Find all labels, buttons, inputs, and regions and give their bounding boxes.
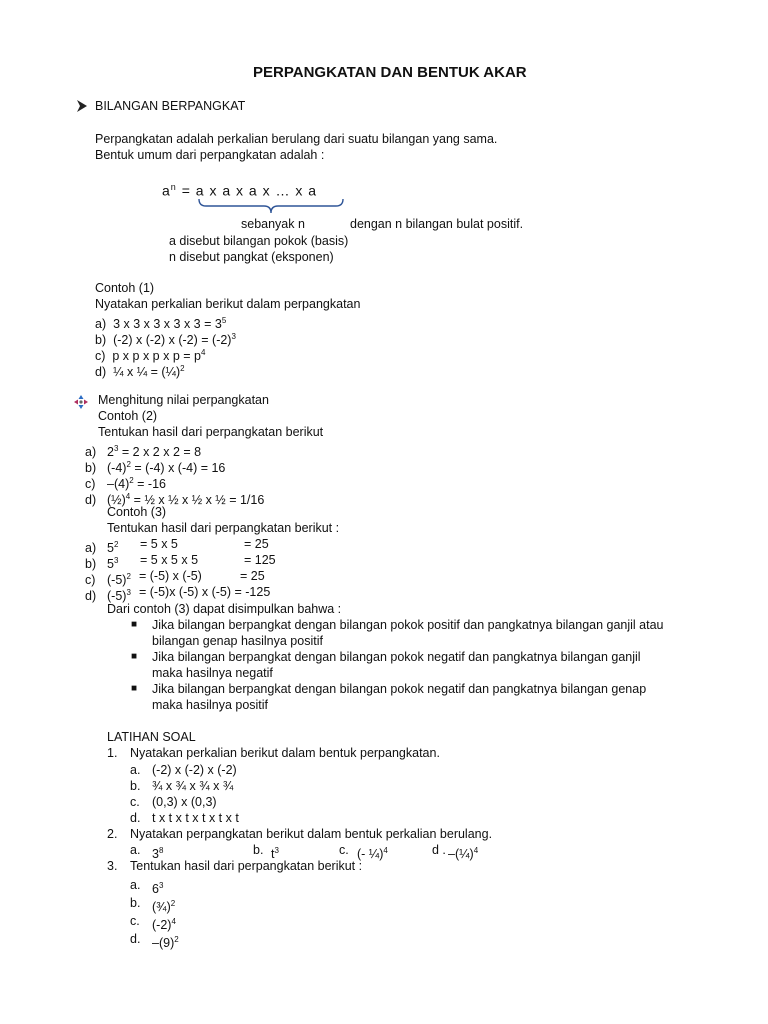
sub-sup: 4 [473,846,479,855]
exercise-heading: LATIHAN SOAL [107,730,196,744]
sub-label: b. [253,843,264,857]
sub-sup: 3 [274,846,279,855]
sub-base: t [271,847,275,862]
item-sup: 4 [125,492,131,501]
sub-sup: 8 [158,846,164,855]
item-text: p x p x p x p = p [112,349,201,364]
item-label: a) [85,445,97,460]
item-sup: 4 [200,348,206,357]
item-base: –(4) [107,477,130,492]
sub-base: 3 [152,847,159,862]
item-label: c) [85,477,96,492]
sub-sup: 4 [171,917,176,926]
definition-a: a disebut bilangan pokok (basis) [169,234,349,248]
item-label: d) [95,365,107,380]
item-label: b) [95,333,107,348]
sub-sup: 4 [383,846,388,855]
brace-note: dengan n bilangan bulat positif. [350,217,524,231]
sub-label: b. [130,779,141,793]
section-heading: Menghitung nilai perpangkatan [98,393,269,407]
item-sup: 5 [221,316,227,325]
question-number: 3. [107,859,118,873]
bullet-line: Jika bilangan berpangkat dengan bilangan pokok positif dan pangkatnya bilangan ganjil atau [152,618,664,632]
sub-text [152,878,163,897]
list-item [95,361,185,380]
intro-text: Bentuk umum dari perpangkatan adalah : [95,148,325,162]
item-text: 3 x 3 x 3 x 3 x 3 = 3 [113,317,222,332]
formula-base: a [162,182,171,199]
item-label: a) [95,317,107,332]
item-sup: 2 [113,540,119,549]
sub-base: (¾) [152,900,171,915]
item-label: b) [85,461,97,476]
item-expansion: = 5 x 5 x 5 [140,553,199,567]
question-text: Nyatakan perpangkatan berikut dalam bentuk perkalian berulang. [130,827,493,841]
sub-text [152,932,179,951]
sub-base: –(¼) [448,847,474,862]
item-text: = (-4) x (-4) = 16 [130,461,226,476]
item-result: = 25 [240,569,265,583]
page-title: PERPANGKATAN DAN BENTUK AKAR [253,64,527,81]
sub-text: t x t x t x t x t x t [152,811,239,825]
intro-text: Perpangkatan adalah perkalian berulang dari suatu bilangan yang sama. [95,132,498,146]
square-bullet-icon: ■ [131,619,138,630]
question-text: Nyatakan perkalian berikut dalam bentuk perpangkatan. [130,746,440,760]
sub-label: c. [130,914,140,928]
item-sup: 3 [231,332,236,341]
sub-base: (-2) [152,918,172,933]
bullet-line: bilangan genap hasilnya positif [152,634,323,648]
bullet-line: Jika bilangan berpangkat dengan bilangan pokok negatif dan pangkatnya bilangan ganjil [152,650,641,664]
item-sup: 2 [126,460,131,469]
sub-label: a. [130,763,141,777]
item-result: = 25 [244,537,269,551]
sub-text: (-2) x (-2) x (-2) [152,763,237,777]
item-expansion: = (-5)x (-5) x (-5) = -125 [139,585,271,599]
formula-exponent: n [170,182,177,192]
example-heading: Contoh (2) [98,409,158,423]
item-text: = -16 [133,477,166,492]
sub-label: a. [130,878,141,892]
general-formula [162,180,317,199]
sub-label: a. [130,843,141,857]
item-base: (-4) [107,461,127,476]
bullet-line: Jika bilangan berpangkat dengan bilangan pokok negatif dan pangkatnya bilangan genap [152,682,647,696]
sub-label: b. [130,896,141,910]
example-instruction: Tentukan hasil dari perpangkatan berikut [98,425,324,439]
example-heading: Contoh (1) [95,281,155,295]
example-heading: Contoh (3) [107,505,167,519]
question-number: 2. [107,827,118,841]
example-instruction: Nyatakan perkalian berikut dalam perpangkatan [95,297,361,311]
sub-label: d. [130,811,141,825]
item-base: (-5) [107,589,127,604]
sub-text: ¾ x ¾ x ¾ x ¾ [152,779,234,793]
item-label: c) [95,349,106,364]
item-base: 2 [107,445,114,460]
bullet-line: maka hasilnya positif [152,698,269,712]
item-text: = ½ x ½ x ½ x ½ = 1/16 [130,493,265,508]
item-sup: 3 [126,588,131,597]
definition-n: n disebut pangkat (eksponen) [169,250,334,264]
sub-label: c. [339,843,349,857]
section-heading: BILANGAN BERPANGKAT [95,99,246,113]
sub-base: (- ¼) [357,847,384,862]
item-base: 5 [107,541,114,556]
brace-label: sebanyak n [241,217,305,231]
item-sup: 2 [126,572,131,581]
item-expansion: = 5 x 5 [140,537,178,551]
square-bullet-icon: ■ [131,651,138,662]
item-label: c) [85,573,96,588]
sub-sup: 3 [158,881,164,890]
item-label: d) [85,589,97,604]
sub-base: 6 [152,882,159,897]
item-text: ¼ x ¼ = (¼) [113,365,181,380]
item-result: = 125 [244,553,276,567]
sub-sup: 2 [170,899,176,908]
sub-text [152,896,175,915]
item-sup: 3 [113,556,119,565]
curly-brace-icon [198,198,344,217]
item-base: 5 [107,557,114,572]
sub-sup: 2 [174,935,179,944]
item-sup: 2 [180,364,185,373]
example-instruction: Tentukan hasil dari perpangkatan berikut : [107,521,340,535]
question-number: 1. [107,746,118,760]
sub-base: –(9) [152,936,175,951]
sub-label: c. [130,795,140,809]
item-base: (½) [107,493,126,508]
item-text: = 2 x 2 x 2 = 8 [118,445,202,460]
four-arrows-bullet-icon [74,395,88,412]
item-text: (-2) x (-2) x (-2) = (-2) [113,333,232,348]
sub-label: d . [432,843,446,857]
item-base: (-5) [107,573,127,588]
item-label: d) [85,493,97,508]
item-label: a) [85,541,97,556]
sub-label: d. [130,932,141,946]
sub-text [448,843,478,862]
square-bullet-icon: ■ [131,683,138,694]
item-expansion: = (-5) x (-5) [139,569,202,583]
sub-text [152,914,176,933]
conclusion-text: Dari contoh (3) dapat disimpulkan bahwa : [107,602,342,616]
arrow-bullet-icon [77,100,87,115]
sub-text: (0,3) x (0,3) [152,795,217,809]
item-sup: 2 [129,476,134,485]
question-text: Tentukan hasil dari perpangkatan berikut : [130,859,363,873]
bullet-line: maka hasilnya negatif [152,666,273,680]
item-label: b) [85,557,97,572]
item-sup: 3 [113,444,119,453]
formula-expansion: = a x a x a x … x a [181,182,318,199]
